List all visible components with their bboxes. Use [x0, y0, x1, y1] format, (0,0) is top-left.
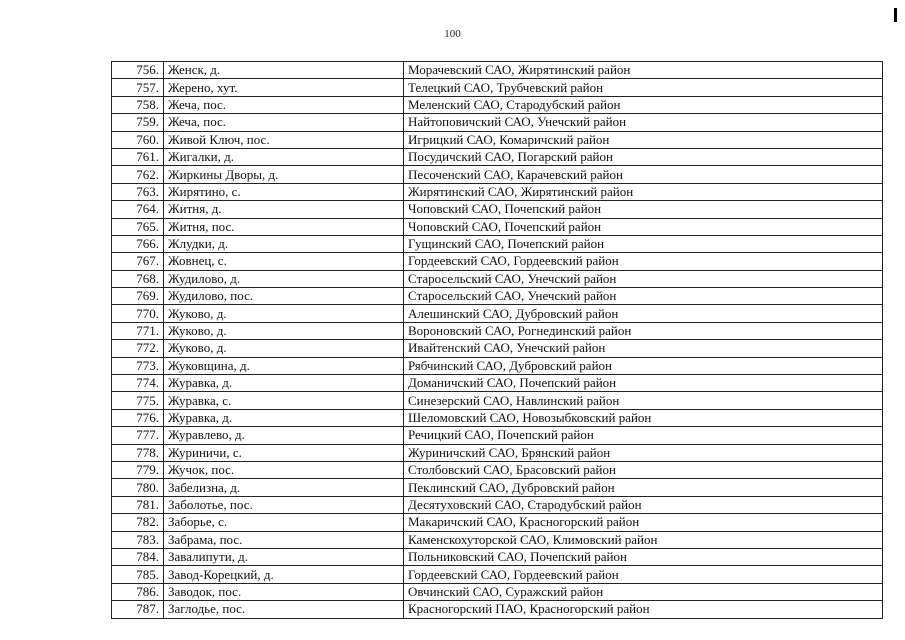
- settlement-name: Заборье, с.: [164, 514, 404, 531]
- table-row: [112, 322, 883, 339]
- row-number: 769.: [112, 288, 164, 305]
- settlement-name: Жовнец, с.: [164, 253, 404, 270]
- table-row: [112, 148, 883, 165]
- row-number: 757.: [112, 79, 164, 96]
- row-number: 785.: [112, 566, 164, 583]
- administrative-district: Речицкий САО, Почепский район: [404, 427, 883, 444]
- table-row: [112, 62, 883, 79]
- table-row: [112, 531, 883, 548]
- administrative-district: Песоченский САО, Карачевский район: [404, 166, 883, 183]
- table-row: [112, 235, 883, 252]
- settlement-name: Женск, д.: [164, 62, 404, 79]
- settlement-name: Житня, пос.: [164, 218, 404, 235]
- administrative-district: Журиничский САО, Брянский район: [404, 444, 883, 461]
- settlement-name: Заболотье, пос.: [164, 496, 404, 513]
- administrative-district: Пеклинский САО, Дубровский район: [404, 479, 883, 496]
- settlement-name: Жучок, пос.: [164, 461, 404, 478]
- administrative-district: Доманичский САО, Почепский район: [404, 375, 883, 392]
- settlement-name: Журавка, с.: [164, 392, 404, 409]
- row-number: 767.: [112, 253, 164, 270]
- row-number: 777.: [112, 427, 164, 444]
- row-number: 759.: [112, 114, 164, 131]
- row-number: 760.: [112, 131, 164, 148]
- row-number: 775.: [112, 392, 164, 409]
- table-row: [112, 340, 883, 357]
- administrative-district: Чоповский САО, Почепский район: [404, 201, 883, 218]
- settlement-name: Жеча, пос.: [164, 96, 404, 113]
- table-row: [112, 96, 883, 113]
- row-number: 770.: [112, 305, 164, 322]
- settlement-name: Завод-Корецкий, д.: [164, 566, 404, 583]
- row-number: 784.: [112, 548, 164, 565]
- table-body: [112, 62, 883, 619]
- row-number: 776.: [112, 409, 164, 426]
- table-row: [112, 166, 883, 183]
- settlement-table: [111, 61, 883, 619]
- row-number: 766.: [112, 235, 164, 252]
- settlement-name: Забрама, пос.: [164, 531, 404, 548]
- table-row: [112, 357, 883, 374]
- table-row: [112, 409, 883, 426]
- table-row: [112, 566, 883, 583]
- row-number: 781.: [112, 496, 164, 513]
- row-number: 786.: [112, 583, 164, 600]
- row-number: 762.: [112, 166, 164, 183]
- settlement-name: Жуково, д.: [164, 322, 404, 339]
- administrative-district: Рябчинский САО, Дубровский район: [404, 357, 883, 374]
- administrative-district: Столбовский САО, Брасовский район: [404, 461, 883, 478]
- settlement-name: Жудилово, д.: [164, 270, 404, 287]
- row-number: 773.: [112, 357, 164, 374]
- administrative-district: Морачевский САО, Жирятинский район: [404, 62, 883, 79]
- row-number: 787.: [112, 601, 164, 618]
- settlement-name: Журиничи, с.: [164, 444, 404, 461]
- row-number: 782.: [112, 514, 164, 531]
- administrative-district: Вороновский САО, Рогнединский район: [404, 322, 883, 339]
- table-row: [112, 201, 883, 218]
- row-number: 771.: [112, 322, 164, 339]
- settlement-name: Журавлево, д.: [164, 427, 404, 444]
- row-number: 783.: [112, 531, 164, 548]
- table-row: [112, 514, 883, 531]
- administrative-district: Гордеевский САО, Гордеевский район: [404, 566, 883, 583]
- settlement-name: Житня, д.: [164, 201, 404, 218]
- table-row: [112, 305, 883, 322]
- administrative-district: Ивайтенский САО, Унечский район: [404, 340, 883, 357]
- administrative-district: Десятуховский САО, Стародубский район: [404, 496, 883, 513]
- table-row: [112, 131, 883, 148]
- row-number: 778.: [112, 444, 164, 461]
- table-row: [112, 218, 883, 235]
- administrative-district: Игрицкий САО, Комаричский район: [404, 131, 883, 148]
- administrative-district: Овчинский САО, Суражский район: [404, 583, 883, 600]
- row-number: 763.: [112, 183, 164, 200]
- row-number: 774.: [112, 375, 164, 392]
- settlement-name: Жлудки, д.: [164, 235, 404, 252]
- table-row: [112, 270, 883, 287]
- table-row: [112, 288, 883, 305]
- administrative-district: Найтоповичский САО, Унечский район: [404, 114, 883, 131]
- settlement-name: Журавка, д.: [164, 409, 404, 426]
- administrative-district: Польниковский САО, Почепский район: [404, 548, 883, 565]
- table-row: [112, 253, 883, 270]
- settlement-name: Забелизна, д.: [164, 479, 404, 496]
- table-row: [112, 392, 883, 409]
- settlement-name: Жиркины Дворы, д.: [164, 166, 404, 183]
- settlement-name: Завалипути, д.: [164, 548, 404, 565]
- administrative-district: Жирятинский САО, Жирятинский район: [404, 183, 883, 200]
- administrative-district: Старосельский САО, Унечский район: [404, 270, 883, 287]
- table-row: [112, 461, 883, 478]
- settlement-name: Жигалки, д.: [164, 148, 404, 165]
- administrative-district: Гущинский САО, Почепский район: [404, 235, 883, 252]
- administrative-district: Гордеевский САО, Гордеевский район: [404, 253, 883, 270]
- settlement-name: Живой Ключ, пос.: [164, 131, 404, 148]
- table-row: [112, 79, 883, 96]
- administrative-district: Посудичский САО, Погарский район: [404, 148, 883, 165]
- table-row: [112, 601, 883, 618]
- row-number: 764.: [112, 201, 164, 218]
- administrative-district: Чоповский САО, Почепский район: [404, 218, 883, 235]
- administrative-district: Синезерский САО, Навлинский район: [404, 392, 883, 409]
- administrative-district: Алешинский САО, Дубровский район: [404, 305, 883, 322]
- row-number: 772.: [112, 340, 164, 357]
- table-row: [112, 444, 883, 461]
- table-row: [112, 496, 883, 513]
- row-number: 765.: [112, 218, 164, 235]
- administrative-district: Меленский САО, Стародубский район: [404, 96, 883, 113]
- table-row: [112, 583, 883, 600]
- settlement-name: Заводок, пос.: [164, 583, 404, 600]
- settlement-name: Жуково, д.: [164, 340, 404, 357]
- settlement-name: Жерено, хут.: [164, 79, 404, 96]
- administrative-district: Макаричский САО, Красногорский район: [404, 514, 883, 531]
- row-number: 780.: [112, 479, 164, 496]
- administrative-district: Телецкий САО, Трубчевский район: [404, 79, 883, 96]
- row-number: 768.: [112, 270, 164, 287]
- table-row: [112, 427, 883, 444]
- settlement-name: Жирятино, с.: [164, 183, 404, 200]
- row-number: 761.: [112, 148, 164, 165]
- scan-edge-mark: [894, 8, 897, 22]
- table-row: [112, 375, 883, 392]
- settlement-name: Журавка, д.: [164, 375, 404, 392]
- administrative-district: Каменскохуторской САО, Климовский район: [404, 531, 883, 548]
- table-row: [112, 479, 883, 496]
- row-number: 758.: [112, 96, 164, 113]
- page-number: 100: [444, 28, 461, 37]
- settlement-name: Жудилово, пос.: [164, 288, 404, 305]
- settlement-name: Жуковщина, д.: [164, 357, 404, 374]
- administrative-district: Старосельский САО, Унечский район: [404, 288, 883, 305]
- administrative-district: Красногорский ПАО, Красногорский район: [404, 601, 883, 618]
- administrative-district: Шеломовский САО, Новозыбковский район: [404, 409, 883, 426]
- table-row: [112, 183, 883, 200]
- table-row: [112, 114, 883, 131]
- settlement-name: Жуково, д.: [164, 305, 404, 322]
- table-row: [112, 548, 883, 565]
- row-number: 756.: [112, 62, 164, 79]
- row-number: 779.: [112, 461, 164, 478]
- settlement-name: Жеча, пос.: [164, 114, 404, 131]
- settlement-name: Заглодье, пос.: [164, 601, 404, 618]
